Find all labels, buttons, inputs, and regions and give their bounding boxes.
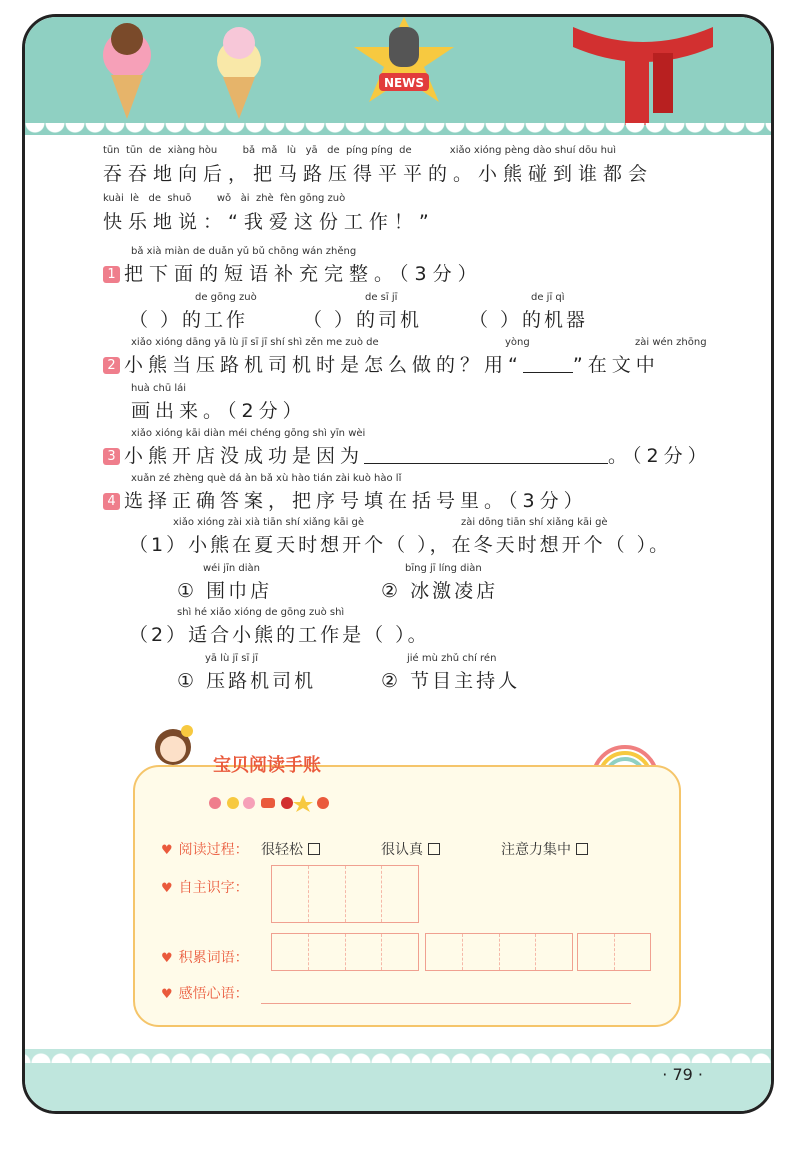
q1-pinyin: bǎ xià miàn de duǎn yǔ bǔ chōng wán zhěng xyxy=(131,246,357,257)
bottom-banner xyxy=(25,1049,771,1111)
q3-pinyin: xiǎo xióng kāi diàn méi chéng gōng shì yīn wèi xyxy=(131,428,366,439)
words-grid-2[interactable] xyxy=(425,933,573,971)
q2-pinyin-b: yòng xyxy=(505,337,530,348)
q4-s2-opt2-pinyin: jié mù zhǔ chí rén xyxy=(407,653,497,664)
q4-s2-pinyin: shì hé xiǎo xióng de gōng zuò shì xyxy=(177,607,345,618)
q1-number: 1 xyxy=(103,266,120,283)
card-title: 宝贝阅读手账 xyxy=(213,755,321,776)
q4-s2-option-2[interactable]: ② 节目主持人 xyxy=(381,670,521,692)
ice-cream-icon xyxy=(97,21,157,125)
feeling-writing-line[interactable] xyxy=(261,1003,631,1004)
feeling-label: ♥ 感悟心语： xyxy=(161,986,249,1002)
option-easy[interactable]: 很轻松 xyxy=(261,839,320,859)
q2-text-a: 小熊当压路机司机时是怎么做的？用“ xyxy=(124,354,523,376)
q1-answer-2-pinyin: de sī jī xyxy=(365,292,398,303)
question-3 xyxy=(103,441,712,468)
q4-s2-opt1-pinyin: yā lù jī sī jī xyxy=(205,653,258,664)
checkbox[interactable] xyxy=(576,843,588,855)
q2-text-b: ”在文中 xyxy=(572,354,660,376)
heart-icon: ♥ xyxy=(161,843,173,858)
svg-text:NEWS: NEWS xyxy=(383,76,425,90)
literacy-label: ♥ 自主识字： xyxy=(161,880,249,896)
top-banner xyxy=(25,17,771,135)
q1-answer-3[interactable]: （ ）的机器 xyxy=(469,309,589,331)
q3-blank[interactable] xyxy=(364,463,608,464)
q1-answer-1[interactable]: （ ）的工作 xyxy=(129,309,249,331)
sweets-icon xyxy=(207,793,347,817)
option-careful[interactable]: 很认真 xyxy=(381,839,440,859)
literacy-writing-grid[interactable] xyxy=(271,865,419,923)
q2-pinyin-c: zài wén zhōng xyxy=(635,337,707,348)
q3-text-b: 。（2分） xyxy=(608,445,712,467)
passage-text-2: 快乐地说：“我爱这份工作！” xyxy=(103,211,435,233)
heart-icon: ♥ xyxy=(161,987,173,1002)
q4-s1-option-2[interactable]: ② 冰激凌店 xyxy=(381,580,499,602)
words-label: ♥ 积累词语： xyxy=(161,950,249,966)
q3-number: 3 xyxy=(103,448,120,465)
q4-s1-option-1[interactable]: ① 围巾店 xyxy=(177,580,273,602)
q4-s1-pinyin-b: zài dōng tiān shí xiǎng kāi gè xyxy=(461,517,608,528)
scarf-icon xyxy=(573,17,713,131)
words-grid-1[interactable] xyxy=(271,933,419,971)
q4-sub-1[interactable]: （1）小熊在夏天时想开个（ ），在冬天时想开个（ ）。 xyxy=(129,534,672,556)
passage-text-1: 吞吞地向后，把马路压得平平的。小熊碰到谁都会 xyxy=(103,163,654,185)
question-1 xyxy=(103,259,483,286)
checkbox[interactable] xyxy=(428,843,440,855)
q1-text: 把下面的短语补充完整。（3分） xyxy=(124,263,483,285)
banner-edge xyxy=(25,123,771,137)
q2-pinyin: xiǎo xióng dāng yā lù jī sī jī shí shì zěn me zuò de xyxy=(131,337,379,348)
words-grid-3[interactable] xyxy=(577,933,651,971)
heart-icon: ♥ xyxy=(161,951,173,966)
q4-pinyin: xuǎn zé zhèng què dá àn bǎ xù hào tián zài kuò hào lǐ xyxy=(131,473,402,484)
q1-answer-3-pinyin: de jī qì xyxy=(531,292,565,303)
checkbox[interactable] xyxy=(308,843,320,855)
ice-cream-icon xyxy=(209,21,269,125)
banner-edge xyxy=(25,1049,771,1063)
question-4 xyxy=(103,486,588,513)
q4-s1-opt1-pinyin: wéi jīn diàn xyxy=(203,563,260,574)
page-frame: NEWS tūn tūn de xiàng hòu bǎ mǎ lù yā de píng píng de xiǎo xióng pèng dào shuí dōu huì 吞吞地向后，把马路压得平平的。小熊碰到谁都会 kuài lè de shuō wǒ ài zhè fèn gōng zuò 快乐地说：“我爱这份工作！” bǎ xià miàn de duǎn yǔ bǔ chōng wán zhěng 1 把下面的短语补充完整。（3分） de gōng zuò de sī jī de jī qì （ ）的工作 （ ）的司机 （ ）的机器 xiǎo xióng dāng yā lù jī sī jī shí shì zěn me zuò de yòng zài wén zhōng 2 小熊当压路机司机时是怎么做的？用“ ”在文中 huà chū lái 画出来。（2分） xiǎo xióng kāi diàn méi chéng gōng shì yīn wèi 3 小熊开店没成功是因为 。（2分） xuǎn zé zhèng què dá àn bǎ xù hào tián zài kuò hào lǐ 4 选择正确答案，把序号填在括号里。（3分） xiǎo xióng zài xià tiān shí xiǎng kāi gè zài dōng tiān shí xiǎng kāi gè （1）小熊在夏天时想开个（ ），在冬天时想开个（ ）。 wéi jīn diàn bīng jī líng diàn ① 围巾店 ② 冰激凌店 shì hé xiǎo xióng de gōng zuò shì （2）适合小熊的工作是（ ）。 yā lù jī sī jī jié mù zhǔ chí rén ① 压路机司机 ② 节目主持人 宝贝阅读手账 ♥ 阅读过程： 很轻松 很认真 注意力集中 ♥ 自主识字： ♥ 积累词语： ♥ 感悟心语： · 79 · xyxy=(22,14,774,1114)
q2-cont-pinyin: huà chū lái xyxy=(131,383,187,394)
q1-answer-1-pinyin: de gōng zuò xyxy=(195,292,257,303)
page-number: · 79 · xyxy=(662,1065,703,1084)
q4-s1-opt2-pinyin: bīng jī líng diàn xyxy=(405,563,482,574)
heart-icon: ♥ xyxy=(161,881,173,896)
q4-sub-2[interactable]: （2）适合小熊的工作是（ ）。 xyxy=(129,624,430,646)
q4-s1-pinyin: xiǎo xióng zài xià tiān shí xiǎng kāi gè xyxy=(173,517,365,528)
q2-blank[interactable] xyxy=(523,372,573,373)
q1-answer-2[interactable]: （ ）的司机 xyxy=(303,309,423,331)
reading-process-label: ♥ 阅读过程： xyxy=(161,842,249,858)
option-focused[interactable]: 注意力集中 xyxy=(501,839,588,859)
q2-number: 2 xyxy=(103,357,120,374)
q3-text-a: 小熊开店没成功是因为 xyxy=(124,445,365,467)
question-2 xyxy=(103,350,660,377)
q4-number: 4 xyxy=(103,493,120,510)
q4-text: 选择正确答案，把序号填在括号里。（3分） xyxy=(124,490,588,512)
q2-cont-text: 画出来。（2分） xyxy=(131,400,307,422)
news-microphone-icon xyxy=(349,17,459,111)
q4-s2-option-1[interactable]: ① 压路机司机 xyxy=(177,670,317,692)
